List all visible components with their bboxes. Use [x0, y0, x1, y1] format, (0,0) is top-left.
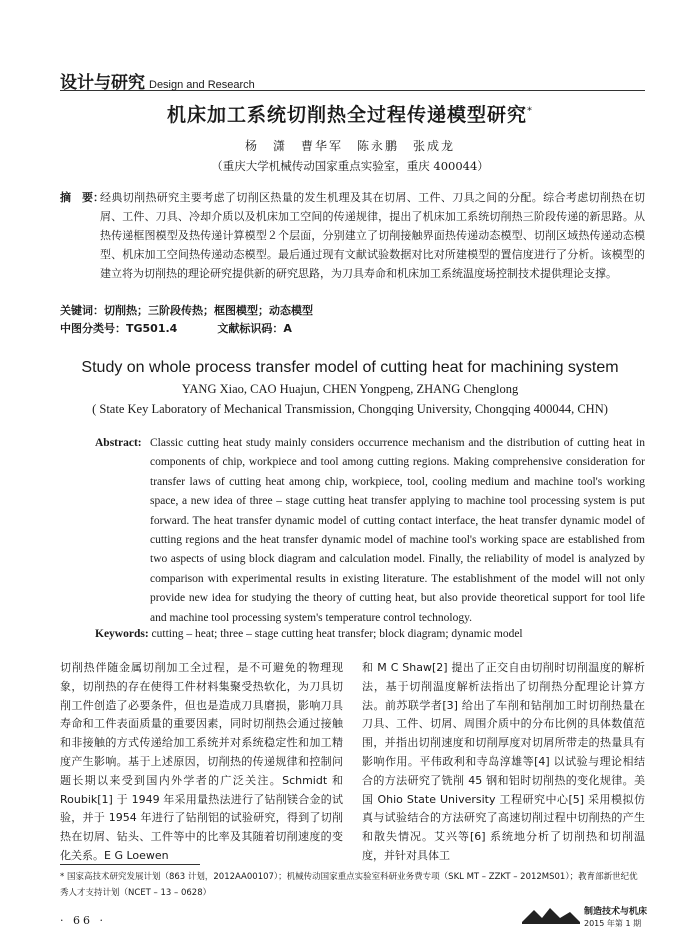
classification-line [60, 320, 332, 336]
footnote: * 国家高技术研究发展计划（863 计划，2012AA00107）；机械传动国家重点实验室科研业务费专项（SKL MT – ZZKT – 2012MS01）；教育部新世纪优秀人才支持计划（NCET – 13 – 0628） [60, 872, 638, 898]
journal-issue: 2015 年第 1 期 [584, 919, 642, 928]
abstract-en-text: Classic cutting heat study mainly considers occurrence mechanism and the distribution of cutting heat in components of chip, workpiece and tool among cutting regions. Making comprehensive consideration for transfer laws of cutting heat among chip, workpiece, tool, cooling medium and machine tool's working space, a new idea of three – stage cutting heat transfer applying to machine tool processing system is put forward. The heat transfer dynamic model of cutting contact interface, the heat transfer dynamic model of cutting regions and the heat transfer dynamic model of machine tool's working space are established from two aspects of using block diagram and calculation model. Finally, the reliability of model is analyzed by comparison with experimental results in existing literature. The establishment of the model will not only provide new idea for studying the theory of cutting heat, but also provide theoretical support for tool life and machine tool processing system's temperature control technology. [150, 437, 645, 624]
keywords-cn: 关键词：切削热；三阶段传热；框图模型；动态模型 [60, 304, 313, 317]
paper-title-text: 机床加工系统切削热全过程传递模型研究 [166, 104, 527, 126]
abstract-en [95, 434, 645, 628]
journal-logo-icon [520, 904, 582, 926]
journal-logo [520, 904, 650, 934]
keywords-en-text: cutting – heat; three – stage cutting heat transfer; block diagram; dynamic model [148, 628, 523, 640]
paper-title-cn [0, 100, 700, 127]
keywords-en [95, 628, 655, 640]
abstract-en-label: Abstract: [95, 437, 142, 449]
section-title-en: Design and Research [149, 79, 255, 91]
clc-number: 中图分类号：TG501.4 [60, 322, 178, 335]
page-number: · 66 · [60, 914, 106, 927]
abstract-cn-text: 经典切削热研究主要考虑了切削区热量的发生机理及其在切屑、工件、刀具之间的分配。综合考虑切削热在切屑、工件、刀具、冷却介质以及机床加工空间的传递规律，提出了机床加工系统切削热三阶段传递的新思路。从热传递框图模型及热传递计算模型２个层面，分别建立了切削接触界面热传递动态模型、切削区域热传递动态模型、机床加工空间热传递动态模型。最后通过现有文献试验数据对比对所建模型的置信度进行了分析。该模型的建立将为切削热的理论研究提供新的研究思路，为刀具寿命和机床加工系统温度场控制技术提供理论支撑。 [100, 191, 645, 280]
section-title-cn: 设计与研究 [60, 73, 145, 93]
affiliation-en: ( State Key Laboratory of Mechanical Transmission, Chongqing University, Chongqing 400044, CHN) [92, 402, 608, 416]
title-footnote-mark: * [527, 105, 533, 117]
authors-en: YANG Xiao, CAO Huajun, CHEN Yongpeng, ZHANG Chenglong [181, 382, 519, 396]
journal-name: 制造技术与机床 [584, 907, 648, 917]
footnote-divider [60, 864, 200, 865]
keywords-en-label: Keywords: [95, 628, 149, 640]
body-column-right: 和 M C Shaw[2] 提出了正交自由切削时切削温度的解析法，基于切削温度解析法指出了切削热分配理论计算方法。前苏联学者[3] 给出了车削和钻削加工时切削热量在刀具、工件、切屑、周围介质中的分布比例的具体数值范围，并指出切削速度和切削厚度对切屑所带走的热量具有影响作用。平伟政利和寺岛淳雄等[4] 以试验与理论相结合的方法研究了铣削 45 钢和铝时切削热的变化规律。美国 Ohio State University 工程研究中心[5] 采用模拟仿真与试验结合的方法研究了高速切削过程中切削热的产生和散失情况。艾兴等[6] 系统地分析了切削热和切削温度，并针对具体工 [362, 661, 645, 862]
body-column-left: 切削热伴随金属切削加工全过程，是不可避免的物理现象，切削热的存在使得工件材料集聚受热软化，为刀具切削工件创造了必要条件，但也是造成刀具磨损，影响刀具寿命和工件表面质量的重要因素，同时切削热会通过接触和非接触的方式传递给加工系统并对系统稳定性和加工精度产生影响。基于上述原因，切削热的传递规律和控制问题长期以来受到国内外学者的广泛关注。Schmidt 和 Roubik[1] 于 1949 年采用量热法进行了钻削镁合金的试验，并于 1954 年进行了钻削铝的试验研究，得到了切削热在切屑、钻头、工件等中的比率及其随着切削速度的变化关系。E G Loewen [60, 661, 343, 862]
authors-cn: 杨 潇 曹华军 陈永鹏 张成龙 [244, 139, 455, 153]
paper-title-en: Study on whole process transfer model of cutting heat for machining system [81, 359, 619, 376]
abstract-cn-label: 摘 要： [60, 191, 104, 204]
section-header [60, 68, 645, 91]
abstract-cn [60, 188, 645, 283]
affiliation-cn: （重庆大学机械传动国家重点实验室，重庆 400044） [211, 159, 489, 173]
document-code: 文献标识码：A [217, 322, 292, 335]
